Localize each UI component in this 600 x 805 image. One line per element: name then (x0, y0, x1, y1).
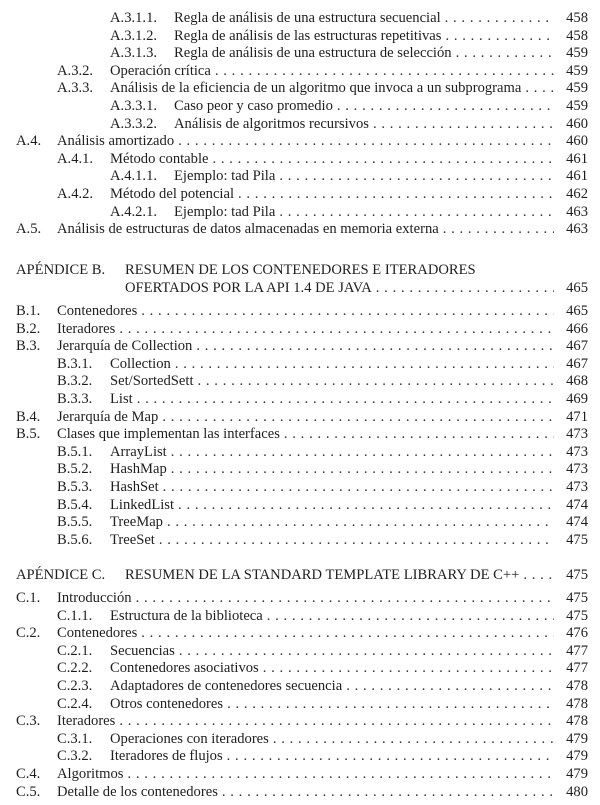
entry-number: A.3.1.3. (110, 45, 158, 62)
entry-page-number: 465 (566, 303, 588, 319)
entry-title: Adaptadores de contenedores secuencia (110, 678, 346, 696)
toc-entry[interactable] (0, 80, 600, 98)
entry-title: Introducción (57, 590, 136, 608)
entry-number: A.4.2.1. (110, 203, 158, 220)
entry-number: B.5.2. (57, 461, 93, 478)
entry-number: B.3.1. (57, 355, 93, 372)
entry-title: Regla de análisis de una estructura secuencial (174, 10, 445, 28)
toc-section-appendix-b (0, 261, 600, 549)
appendix-heading-line (0, 279, 600, 297)
entry-title-wrap (110, 643, 554, 661)
entry-title: Análisis de la eficiencia de un algoritmo que invoca a un subprograma (110, 80, 525, 98)
entry-number: C.2.3. (57, 677, 93, 694)
entry-title: Regla de análisis de una estructura de selección (174, 45, 456, 63)
entry-page-number: 458 (566, 10, 588, 26)
dot-leader (171, 444, 554, 462)
dot-leader (196, 338, 554, 356)
toc-entry[interactable] (0, 321, 600, 339)
entry-title: Collection (110, 356, 175, 374)
dot-leader (162, 409, 554, 427)
entry-page-number: 467 (566, 355, 588, 372)
entry-title: TreeSet (110, 532, 159, 550)
dot-leader (222, 784, 554, 802)
entry-title-wrap (110, 748, 554, 766)
toc-entry[interactable] (0, 748, 600, 766)
entry-number: C.2.2. (57, 660, 93, 677)
entry-number: A.3.1.2. (110, 27, 158, 44)
entry-title-wrap (174, 45, 554, 63)
dot-leader (136, 590, 554, 608)
entry-page-number: 473 (566, 443, 588, 460)
entry-title: Jerarquía de Map (57, 409, 162, 427)
dot-leader (163, 479, 554, 497)
entry-title-wrap (174, 168, 554, 186)
dot-leader (227, 748, 554, 766)
entry-title-wrap (57, 321, 554, 339)
entry-title-wrap (110, 444, 554, 462)
dot-leader (159, 532, 554, 550)
entry-number: C.4. (16, 765, 41, 782)
toc-entry[interactable] (0, 766, 600, 784)
entry-number: C.1. (16, 590, 41, 606)
entry-title-wrap (110, 696, 554, 714)
appendix-page-number: 465 (566, 280, 588, 296)
entry-page-number: 478 (566, 695, 588, 712)
entry-title: Iteradores (57, 321, 119, 339)
entry-number: C.3. (16, 713, 41, 730)
entry-title-wrap (110, 497, 554, 515)
entry-title: Otros contenedores (110, 696, 227, 714)
toc-entry[interactable] (0, 168, 600, 186)
dot-leader (179, 643, 554, 661)
dot-leader (456, 45, 554, 63)
entry-number: B.5.4. (57, 496, 93, 513)
entry-title: Ejemplo: tad Pila (174, 204, 279, 222)
entry-title-wrap (57, 303, 554, 321)
entry-title-wrap (174, 28, 554, 46)
entry-title: Operaciones con iteradores (110, 731, 273, 749)
toc-entry[interactable] (0, 678, 600, 696)
dot-leader (212, 151, 554, 169)
entry-page-number: 480 (566, 783, 588, 800)
entry-number: A.4.1.1. (110, 168, 158, 185)
entry-title-wrap (57, 784, 554, 802)
appendix-heading-line (0, 261, 600, 279)
toc-entry[interactable] (0, 151, 600, 169)
entry-number: C.3.1. (57, 730, 93, 747)
entry-page-number: 475 (566, 531, 588, 548)
entry-title: Ejemplo: tad Pila (174, 168, 279, 186)
dot-leader (445, 28, 554, 46)
dot-leader (279, 204, 554, 222)
toc-entry[interactable] (0, 461, 600, 479)
toc-entry[interactable] (0, 63, 600, 81)
entry-number: B.5. (16, 426, 41, 443)
dot-leader (127, 766, 554, 784)
entry-number: A.3.1.1. (110, 10, 158, 26)
entry-number: A.4.2. (57, 185, 94, 202)
entry-title: ArrayList (110, 444, 171, 462)
toc-entry[interactable] (0, 426, 600, 444)
appendix-page-number: 475 (566, 567, 588, 583)
dot-leader (279, 168, 554, 186)
dot-leader (175, 356, 554, 374)
entry-number: A.4. (16, 133, 42, 150)
toc-entry[interactable] (0, 514, 600, 532)
toc-entry[interactable] (0, 391, 600, 409)
toc-entry[interactable] (0, 98, 600, 116)
entry-number: B.5.3. (57, 478, 93, 495)
entry-page-number: 475 (566, 607, 588, 624)
entry-title: Regla de análisis de las estructuras repetitivas (174, 28, 445, 46)
entry-number: B.3.3. (57, 390, 93, 407)
entry-title: HashMap (110, 461, 171, 479)
entry-title: Contenedores (57, 625, 141, 643)
entry-number: B.1. (16, 303, 41, 319)
toc-entry[interactable] (0, 625, 600, 643)
toc-entry[interactable] (0, 409, 600, 427)
entry-number: C.5. (16, 783, 41, 800)
entry-title-wrap (110, 373, 554, 391)
dot-leader (346, 678, 554, 696)
toc-section-appendix-a-continued (0, 10, 600, 239)
dot-leader (171, 461, 554, 479)
dot-leader (284, 426, 554, 444)
entry-title: Secuencias (110, 643, 179, 661)
entry-title-wrap (110, 731, 554, 749)
appendix-label: APÉNDICE C. (16, 567, 106, 583)
appendix-title-line2: OFERTADOS POR LA API 1.4 DE JAVA (125, 279, 376, 297)
entry-title: List (110, 391, 137, 409)
entry-title-wrap (110, 80, 554, 98)
entry-number: A.3.3.1. (110, 97, 158, 114)
dot-leader (178, 133, 554, 151)
entry-title: HashSet (110, 479, 163, 497)
entry-number: A.3.3.2. (110, 115, 158, 132)
dot-leader (119, 321, 554, 339)
entry-page-number: 478 (566, 677, 588, 694)
entry-title: Contenedores asociativos (110, 660, 263, 678)
entry-title-wrap (174, 204, 554, 222)
toc-entry[interactable] (0, 784, 600, 802)
entry-number: A.4.1. (57, 150, 94, 167)
entry-number: C.1.1. (57, 607, 93, 624)
toc-entry[interactable] (0, 532, 600, 550)
entry-page-number: 463 (566, 203, 588, 220)
dot-leader (525, 80, 554, 98)
entry-title-wrap (57, 221, 554, 239)
entry-page-number: 475 (566, 590, 588, 606)
entry-title-wrap (57, 625, 554, 643)
entry-title-wrap (174, 116, 554, 134)
entry-title: Análisis de algoritmos recursivos (174, 116, 373, 134)
entry-title: Caso peor y caso promedio (174, 98, 337, 116)
entry-title: Jerarquía de Collection (57, 338, 196, 356)
toc-entry[interactable] (0, 731, 600, 749)
toc-section-appendix-c (0, 566, 600, 801)
entry-number: A.3.2. (57, 62, 94, 79)
dot-leader (267, 608, 554, 626)
dot-leader (137, 391, 554, 409)
entry-page-number: 459 (566, 62, 588, 79)
entry-title: Método contable (110, 151, 212, 169)
entry-page-number: 459 (566, 97, 588, 114)
appendix-title-line1: RESUMEN DE LOS CONTENEDORES E ITERADORES (125, 262, 476, 278)
appendix-heading-line (0, 566, 600, 584)
entry-number: B.2. (16, 320, 41, 337)
entry-page-number: 466 (566, 320, 588, 337)
entry-title-wrap (57, 426, 554, 444)
toc-entry[interactable] (0, 608, 600, 626)
entry-title: Iteradores de flujos (110, 748, 227, 766)
entry-title: Operación crítica (110, 63, 215, 81)
entry-page-number: 468 (566, 373, 588, 390)
entry-page-number: 458 (566, 27, 588, 44)
entry-title-wrap (110, 608, 554, 626)
toc-entry[interactable] (0, 444, 600, 462)
appendix-title-wrap (125, 566, 554, 584)
entry-title-wrap (57, 766, 554, 784)
entry-number: C.2.4. (57, 695, 93, 712)
dot-leader (238, 186, 554, 204)
entry-number: B.3.2. (57, 373, 93, 390)
toc-entry[interactable] (0, 116, 600, 134)
dot-leader (273, 731, 554, 749)
toc-entry[interactable] (0, 479, 600, 497)
toc-entry[interactable] (0, 643, 600, 661)
dot-leader (376, 279, 554, 297)
toc-entry[interactable] (0, 303, 600, 321)
entry-title: Análisis de estructuras de datos almacenadas en memoria externa (57, 221, 443, 239)
toc-entry[interactable] (0, 10, 600, 28)
entry-title-wrap (57, 409, 554, 427)
entry-page-number: 477 (566, 660, 588, 677)
entry-title: Iteradores (57, 713, 119, 731)
dot-leader (373, 116, 554, 134)
entry-title-wrap (57, 133, 554, 151)
entry-page-number: 469 (566, 390, 588, 407)
toc-entry[interactable] (0, 338, 600, 356)
dot-leader (337, 98, 554, 116)
entry-number: B.5.1. (57, 443, 93, 460)
dot-leader (445, 10, 554, 28)
entry-title-wrap (110, 514, 554, 532)
entry-title-wrap (110, 479, 554, 497)
entry-number: C.2.1. (57, 642, 93, 659)
entry-title-wrap (110, 461, 554, 479)
entry-title: LinkedList (110, 497, 178, 515)
entry-page-number: 474 (566, 496, 588, 513)
entry-title-wrap (57, 590, 554, 608)
entry-number: A.3.3. (57, 80, 94, 97)
entry-title-wrap (110, 186, 554, 204)
dot-leader (119, 713, 554, 731)
entry-page-number: 461 (566, 168, 588, 185)
entry-page-number: 479 (566, 765, 588, 782)
toc-entry[interactable] (0, 497, 600, 515)
appendix-label: APÉNDICE B. (16, 262, 106, 278)
entry-title: Clases que implementan las interfaces (57, 426, 284, 444)
entry-title: Estructura de la biblioteca (110, 608, 267, 626)
entry-title-wrap (110, 391, 554, 409)
entry-page-number: 477 (566, 642, 588, 659)
entry-page-number: 461 (566, 150, 588, 167)
entry-page-number: 467 (566, 338, 588, 355)
dot-leader (141, 303, 554, 321)
entry-title: Método del potencial (110, 186, 238, 204)
toc-entry[interactable] (0, 133, 600, 151)
entry-number: B.4. (16, 408, 41, 425)
entry-title-wrap (57, 338, 554, 356)
entry-title: Algoritmos (57, 766, 127, 784)
entry-page-number: 460 (566, 115, 588, 132)
toc-entry[interactable] (0, 696, 600, 714)
entry-title: Detalle de los contenedores (57, 784, 222, 802)
dot-leader (141, 625, 554, 643)
appendix-title-line1: RESUMEN DE LA STANDARD TEMPLATE LIBRARY DE C++ (125, 566, 523, 584)
entry-title-wrap (174, 10, 554, 28)
entry-page-number: 463 (566, 221, 588, 238)
toc-entry[interactable] (0, 28, 600, 46)
entry-page-number: 473 (566, 426, 588, 443)
entry-number: B.3. (16, 338, 41, 355)
entry-page-number: 459 (566, 80, 588, 97)
appendix-title-wrap (125, 279, 554, 297)
entry-page-number: 476 (566, 625, 588, 642)
entry-title-wrap (174, 98, 554, 116)
dot-leader (227, 696, 554, 714)
entry-page-number: 474 (566, 514, 588, 531)
entry-title: Set/SortedSett (110, 373, 198, 391)
toc-entry[interactable] (0, 373, 600, 391)
entry-title-wrap (110, 532, 554, 550)
dot-leader (178, 497, 554, 515)
entry-page-number: 478 (566, 713, 588, 730)
entry-title-wrap (110, 356, 554, 374)
toc-entry[interactable] (0, 186, 600, 204)
dot-leader (198, 373, 554, 391)
entry-number: C.2. (16, 625, 41, 642)
toc-entry[interactable] (0, 713, 600, 731)
entry-page-number: 462 (566, 185, 588, 202)
entry-title-wrap (57, 713, 554, 731)
entry-title: TreeMap (110, 514, 167, 532)
entry-page-number: 479 (566, 748, 588, 765)
entry-page-number: 473 (566, 478, 588, 495)
dot-leader (443, 221, 554, 239)
dot-leader (263, 660, 554, 678)
entry-title-wrap (110, 63, 554, 81)
entry-title-wrap (110, 678, 554, 696)
entry-number: B.5.6. (57, 531, 93, 548)
entry-page-number: 471 (566, 408, 588, 425)
entry-page-number: 460 (566, 133, 588, 150)
toc-entry[interactable] (0, 45, 600, 63)
entry-title: Análisis amortizado (57, 133, 178, 151)
entry-number: C.3.2. (57, 748, 93, 765)
toc-entry[interactable] (0, 590, 600, 608)
dot-leader (523, 566, 554, 584)
toc-entry[interactable] (0, 221, 600, 239)
entry-title: Contenedores (57, 303, 141, 321)
toc-entry[interactable] (0, 204, 600, 222)
entry-title-wrap (110, 660, 554, 678)
dot-leader (167, 514, 554, 532)
entry-page-number: 459 (566, 45, 588, 62)
entry-number: B.5.5. (57, 514, 93, 531)
toc-entry[interactable] (0, 356, 600, 374)
entry-page-number: 479 (566, 730, 588, 747)
entry-page-number: 473 (566, 461, 588, 478)
toc-entry[interactable] (0, 660, 600, 678)
dot-leader (215, 63, 554, 81)
entry-title-wrap (110, 151, 554, 169)
entry-number: A.5. (16, 221, 42, 238)
